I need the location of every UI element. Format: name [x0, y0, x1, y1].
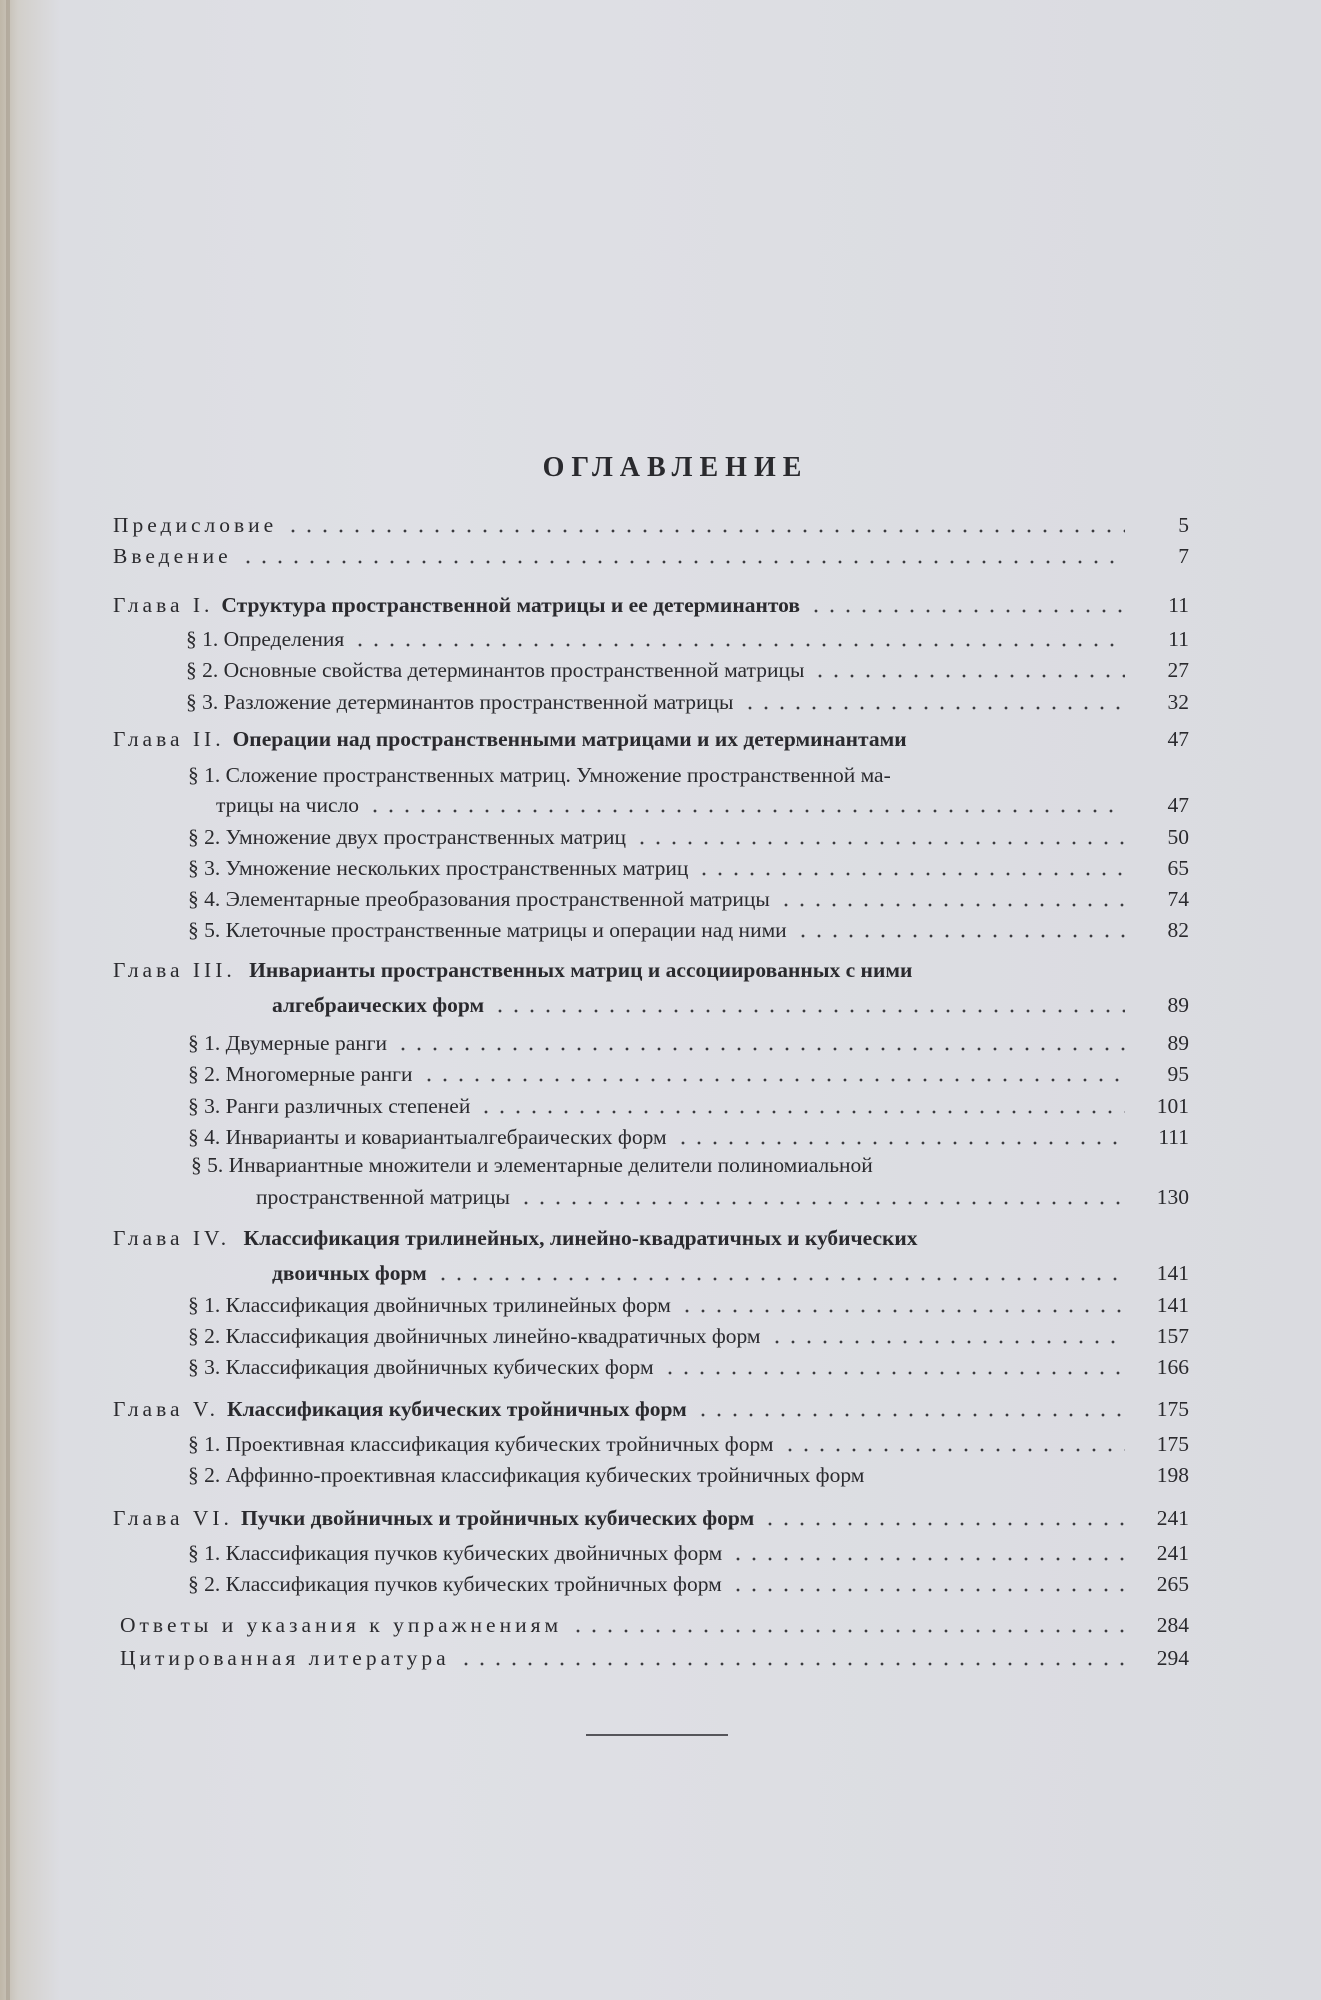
toc-chapter-5[interactable]: Глава V. Классификация кубических тройничных форм 175	[113, 1397, 1189, 1421]
toc-entry-answers[interactable]: Ответы и указания к упражнениям 284	[120, 1613, 1189, 1637]
toc-section[interactable]: § 3. Классификация двойничных кубических форм 166	[188, 1355, 1189, 1379]
toc-chapter-3[interactable]: алгебраических форм 89	[272, 993, 1189, 1017]
toc-section[interactable]: § 1. Определения 11	[186, 627, 1189, 651]
toc-section-line1: § 5. Инвариантные множители и элементарные делители полиномиальной	[191, 1153, 873, 1177]
toc-entry-preface[interactable]: Предисловие 5	[113, 513, 1189, 537]
toc-chapter-1[interactable]: Глава I. Структура пространственной матрицы и ее детерминантов 11	[113, 593, 1189, 617]
toc-section[interactable]: § 4. Элементарные преобразования пространственной матрицы 74	[188, 887, 1189, 911]
toc-section[interactable]: § 1. Классификация двойничных трилинейных форм 141	[188, 1293, 1189, 1317]
toc-section[interactable]: § 2. Многомерные ранги 95	[188, 1062, 1189, 1086]
toc-chapter-4[interactable]: двоичных форм 141	[272, 1261, 1189, 1285]
page-title: ОГЛАВЛЕНИЕ	[542, 452, 809, 483]
toc-section[interactable]: § 1. Классификация пучков кубических двойничных форм 241	[188, 1541, 1189, 1565]
closing-rule	[586, 1734, 728, 1736]
toc-section[interactable]: § 2. Классификация двойничных линейно-квадратичных форм 157	[188, 1324, 1189, 1348]
toc-section[interactable]: § 2. Аффинно-проективная классификация кубических тройничных форм 198	[188, 1463, 1189, 1487]
toc-section[interactable]: пространственной матрицы 130	[256, 1185, 1189, 1209]
toc-chapter-3-line1: Глава III. Инварианты пространственных матриц и ассоциированных с ними	[113, 958, 913, 982]
toc-section[interactable]: § 2. Умножение двух пространственных матриц 50	[188, 825, 1189, 849]
toc-section[interactable]: § 3. Умножение нескольких пространственных матриц 65	[188, 856, 1189, 880]
toc-chapter-6[interactable]: Глава VI. Пучки двойничных и тройничных кубических форм 241	[113, 1506, 1189, 1530]
toc-chapter-4-line1: Глава IV. Классификация трилинейных, линейно-квадратичных и кубических	[113, 1226, 918, 1250]
toc-section[interactable]: § 1. Проективная классификация кубических тройничных форм 175	[188, 1432, 1189, 1456]
toc-chapter-2[interactable]: Глава II. Операции над пространственными матрицами и их детерминантами 47	[113, 727, 1189, 751]
book-spine	[6, 0, 10, 2000]
toc-section[interactable]: § 4. Инварианты и ковариантыалгебраических форм 111	[188, 1125, 1189, 1149]
toc-section[interactable]: § 5. Клеточные пространственные матрицы и операции над ними 82	[188, 918, 1189, 942]
toc-section[interactable]: трицы на число 47	[216, 793, 1189, 817]
toc-section[interactable]: § 2. Классификация пучков кубических тройничных форм 265	[188, 1572, 1189, 1596]
toc-section[interactable]: § 2. Основные свойства детерминантов пространственной матрицы 27	[186, 658, 1189, 682]
toc-section[interactable]: § 1. Двумерные ранги 89	[188, 1031, 1189, 1055]
toc-entry-introduction[interactable]: Введение 7	[113, 544, 1189, 568]
toc-section-line1: § 1. Сложение пространственных матриц. Умножение пространственной ма-	[188, 763, 891, 787]
toc-entry-literature[interactable]: Цитированная литература 294	[120, 1646, 1189, 1670]
toc-section[interactable]: § 3. Разложение детерминантов пространственной матрицы 32	[186, 690, 1189, 714]
toc-section[interactable]: § 3. Ранги различных степеней 101	[188, 1094, 1189, 1118]
